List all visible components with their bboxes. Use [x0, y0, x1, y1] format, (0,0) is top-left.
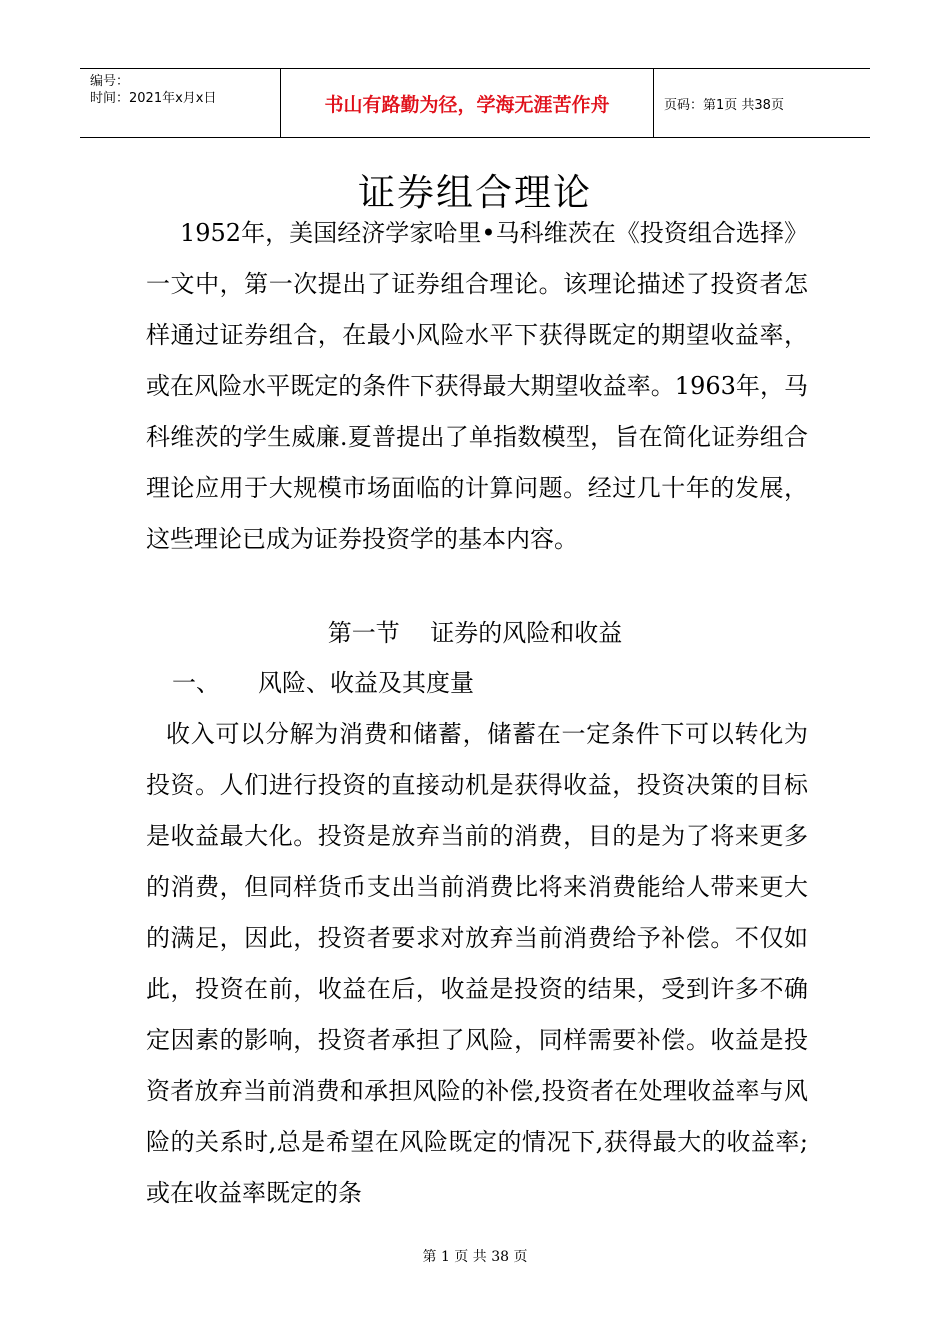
header-meta — [80, 69, 281, 137]
date-label: 时间：2021年x月x日 — [90, 91, 217, 106]
header-motto: 书山有路勤为径，学海无涯苦作舟 — [281, 69, 654, 137]
subsection-number: 一、 — [172, 669, 220, 697]
intro-paragraph: 1952年，美国经济学家哈里•马科维茨在《投资组合选择》一文中，第一次提出了证券组合理论。该理论描述了投资者怎样通过证券组合，在最小风险水平下获得既定的期望收益率，或在风险水平既定的条件下获得最大期望收益率。1963年，马科维茨的学生威廉.夏普提出了单指数模型，旨在简化证券组合理论应用于大规模市场面临的计算问题。经过几十年的发展，这些理论已成为证券投资学的基本内容。 — [146, 219, 808, 553]
section-heading: 第一节 证券的风险和收益 — [327, 619, 623, 647]
number-label: 编号： — [90, 74, 130, 89]
body-paragraph: 收入可以分解为消费和储蓄，储蓄在一定条件下可以转化为投资。人们进行投资的直接动机是获得收益，投资决策的目标是收益最大化。投资是放弃当前的消费，目的是为了将来更多的消费，但同样货币支出当前消费比将来消费能给人带来更大的满足，因此，投资者要求对放弃当前消费给予补偿。不仅如此，投资在前，收益在后，收益是投资的结果，受到许多不确定因素的影响，投资者承担了风险，同样需要补偿。收益是投资者放弃当前消费和承担风险的补偿,投资者在处理收益率与风险的关系时,总是希望在风险既定的情况下,获得最大的收益率;或在收益率既定的条 — [146, 720, 808, 1207]
document-title: 证券组合理论 — [358, 171, 592, 214]
page-footer: 第 1 页 共 38 页 — [422, 1249, 528, 1265]
subsection-heading — [172, 661, 474, 705]
subsection-title: 风险、收益及其度量 — [258, 669, 474, 697]
document-header — [80, 68, 870, 138]
header-page-info: 页码：第1页 共38页 — [664, 97, 784, 113]
